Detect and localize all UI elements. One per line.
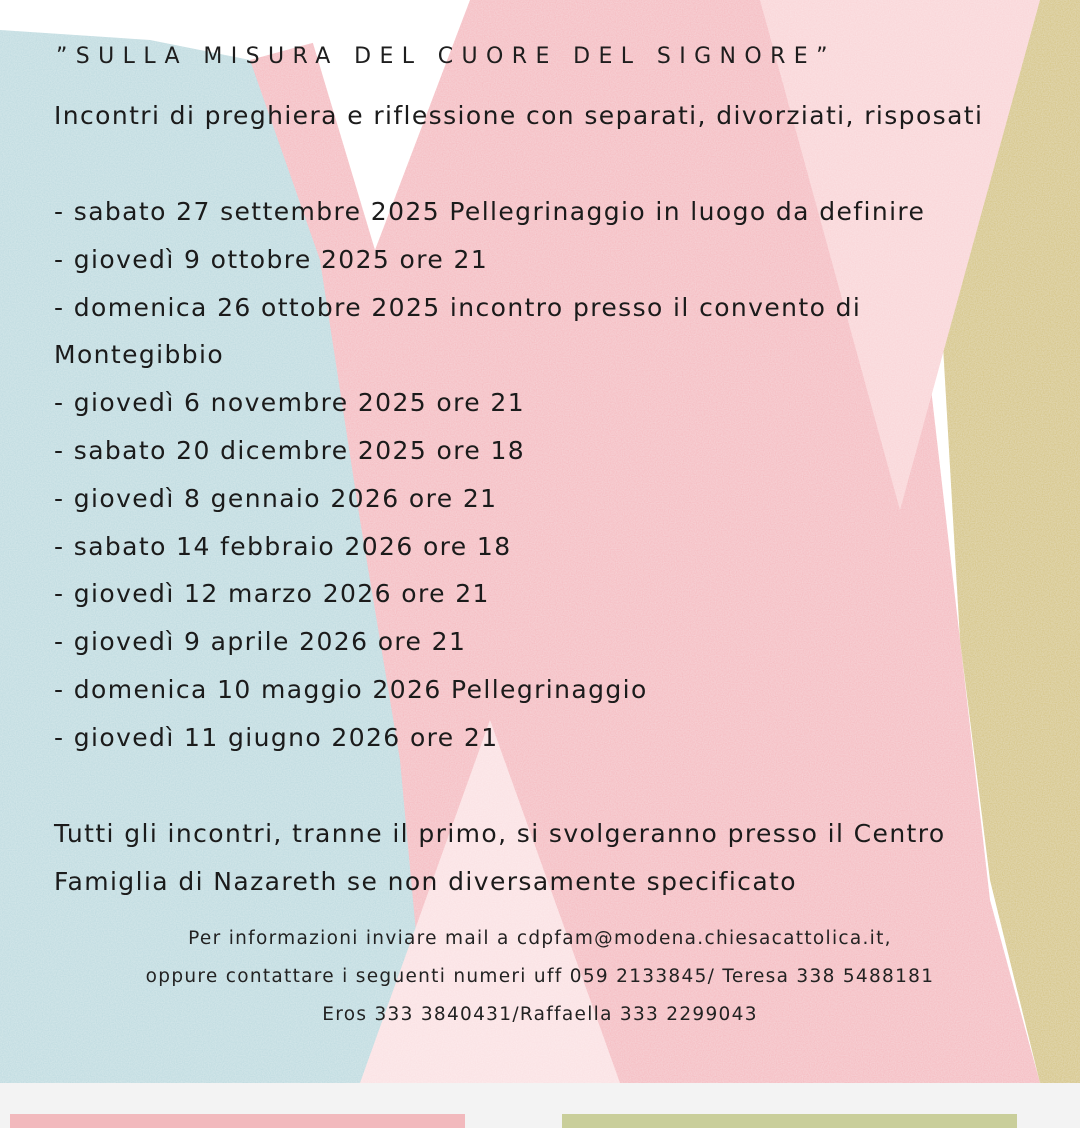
event-item: - sabato 27 settembre 2025 Pellegrinaggio in luogo da definire [54,197,926,226]
contact-info [40,920,1040,1034]
event-item: - giovedì 12 marzo 2026 ore 21 [54,579,490,609]
intro-text: Incontri di preghiera e riflessione con separati, divorziati, risposati [54,101,984,130]
event-item: - giovedì 8 gennaio 2026 ore 21 [54,483,498,513]
event-list [54,188,1054,762]
event-item: - domenica 10 maggio 2026 Pellegrinaggio [54,674,648,704]
poster-title: ”SULLA MISURA DEL CUORE DEL SIGNORE” [56,44,836,69]
location-note: Tutti gli incontri, tranne il primo, si svolgeranno presso il Centro Famiglia di Nazareth se non diversamente specificato [54,819,946,896]
event-item: - domenica 26 ottobre 2025 incontro presso il convento di Montegibbio [54,292,862,370]
next-card-preview-pink [10,1114,465,1128]
event-item: - giovedì 9 ottobre 2025 ore 21 [54,244,489,274]
event-item: - sabato 20 dicembre 2025 ore 18 [54,435,526,465]
event-item: - giovedì 11 giugno 2026 ore 21 [54,722,499,752]
event-item: - giovedì 6 novembre 2025 ore 21 [54,388,525,418]
next-card-preview-green [562,1114,1017,1128]
event-item: - giovedì 9 aprile 2026 ore 21 [54,627,467,657]
contact-line-email: Per informazioni inviare mail a cdpfam@modena.chiesacattolica.it, [188,928,892,949]
contact-line-phones: oppure contattare i seguenti numeri uff 059 2133845/ Teresa 338 5488181 [145,966,935,987]
contact-line-phones-2: Eros 333 3840431/Raffaella 333 2299043 [322,1004,758,1025]
event-item: - sabato 14 febbraio 2026 ore 18 [54,531,512,561]
